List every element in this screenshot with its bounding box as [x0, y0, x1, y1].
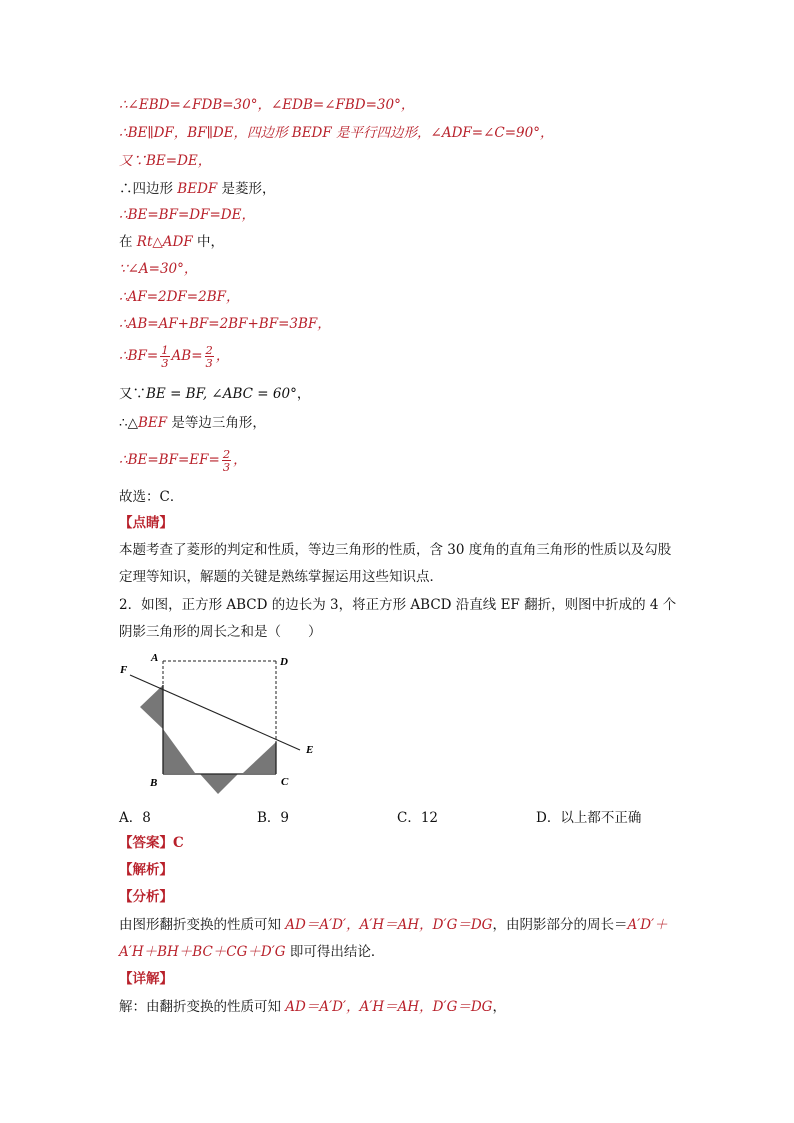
- line-parallelogram: ∴BE∥DF，BF∥DE，四边形 BEDF 是平行四边形，∠ADF=∠C=90°，: [119, 125, 554, 141]
- fraction-denominator: 3: [205, 356, 213, 370]
- detail-text-a: 解：由翻折变换的性质可知: [119, 999, 286, 1015]
- line-equilateral: [119, 413, 266, 433]
- line-be-bf-angle: [119, 384, 310, 404]
- line-be-bf-suffix: ，: [296, 386, 311, 402]
- label-f: F: [120, 664, 128, 676]
- line-angle-a: ∵∠A=30°，: [119, 261, 198, 277]
- line-af: ∴AF=2DF=2BF，: [119, 289, 240, 305]
- fenxi-text-c: 即可得出结论．: [285, 944, 385, 960]
- fraction-two-thirds: [205, 344, 214, 369]
- fraction-two-thirds-b: [222, 448, 231, 473]
- fraction-numerator: 1: [161, 343, 169, 357]
- choice-d[interactable]: D．以上都不正确: [536, 810, 642, 826]
- fenxi-equalities: AD＝A′D′，A′H＝AH，D′G＝DG: [285, 917, 493, 933]
- line-choose: 故选：C．: [119, 489, 184, 505]
- line-be-de-text: 又∵BE=DE，: [119, 153, 212, 169]
- fenxi-text-a: 由图形翻折变换的性质可知: [119, 917, 286, 933]
- shaded-triangle-left: [140, 685, 163, 729]
- line-bf-mid: AB=: [171, 348, 203, 364]
- line-equilateral-name: BEF: [137, 415, 168, 431]
- label-c: C: [281, 776, 289, 788]
- fraction-denominator: 3: [222, 460, 231, 474]
- line-be-bf-prefix: 又∵: [119, 386, 146, 402]
- line-be-de: [119, 151, 211, 171]
- fold-figure: [110, 645, 340, 805]
- line-equal-sides: ∴BE=BF=DF=DE，: [119, 207, 255, 223]
- section-xiangjie: 【详解】: [119, 971, 173, 987]
- line-bf-suffix: ，: [215, 348, 230, 364]
- shaded-triangle-right: [243, 742, 276, 773]
- line-ef-suffix: ，: [233, 452, 247, 468]
- line-rt-name: Rt△ADF: [136, 234, 193, 250]
- label-d: D: [280, 656, 288, 668]
- label-a: A: [151, 652, 159, 664]
- line-rt-suffix: 中，: [192, 234, 225, 250]
- line-ef-prefix: ∴BE=BF=EF=: [119, 452, 220, 468]
- line-rhombus-suffix: 是菱形，: [217, 181, 276, 197]
- choice-b[interactable]: B．9: [257, 810, 290, 826]
- fenxi-perimeter: A′D′＋A′H＋BH＋BC＋CG＋D′G: [119, 917, 668, 960]
- line-angles: ∴∠EBD=∠FDB=30°，∠EDB=∠FBD=30°，: [119, 97, 415, 113]
- fraction-numerator: 2: [222, 447, 231, 461]
- paragraph-fenxi: [119, 912, 679, 966]
- line-equilateral-prefix: ∴△: [119, 415, 138, 431]
- fraction-one-third: [160, 344, 169, 369]
- line-detail: [119, 997, 506, 1017]
- answer-line: 【答案】C: [119, 835, 184, 851]
- fraction-numerator: 2: [205, 343, 213, 357]
- question-2: 2．如图，正方形 ABCD 的边长为 3，将正方形 ABCD 沿直线 EF 翻折，则图中折成的 4 个阴影三角形的周长之和是（ ）: [119, 597, 677, 640]
- line-bf-fraction: [119, 344, 229, 369]
- shaded-triangle-bottom-mid: [200, 774, 238, 794]
- section-jiexi: 【解析】: [119, 862, 173, 878]
- shaded-triangle-bottom-left: [163, 729, 195, 773]
- line-bf-prefix: ∴BF=: [119, 348, 159, 364]
- line-rhombus: [119, 179, 276, 199]
- line-be-bf-formula: BE = BF, ∠ABC = 60°: [146, 386, 297, 402]
- fenxi-text-b: ，由阴影部分的周长＝: [492, 917, 628, 933]
- label-b: B: [150, 777, 158, 789]
- section-dianjing: 【点睛】: [119, 515, 173, 531]
- line-rhombus-prefix: ∴四边形: [119, 181, 178, 197]
- section-fenxi: 【分析】: [119, 889, 173, 905]
- line-equilateral-suffix: 是等边三角形，: [167, 415, 266, 431]
- choice-a[interactable]: A．8: [119, 810, 151, 826]
- choice-c[interactable]: C．12: [397, 810, 439, 826]
- line-rt-prefix: 在: [119, 234, 137, 250]
- line-rt-triangle: [119, 232, 224, 252]
- label-e: E: [306, 744, 314, 756]
- detail-equalities: AD＝A′D′，A′H＝AH，D′G＝DG: [285, 999, 493, 1015]
- fraction-denominator: 3: [161, 356, 169, 370]
- detail-text-b: ，: [492, 999, 506, 1015]
- line-ab: ∴AB=AF+BF=2BF+BF=3BF，: [119, 316, 331, 332]
- line-ef-fraction: [119, 448, 247, 473]
- line-rhombus-name: BEDF: [177, 181, 218, 197]
- paragraph-summary: 本题考查了菱形的判定和性质，等边三角形的性质，含 30 度角的直角三角形的性质以及勾股定理等知识，解题的关键是熟练掌握运用这些知识点．: [119, 542, 672, 585]
